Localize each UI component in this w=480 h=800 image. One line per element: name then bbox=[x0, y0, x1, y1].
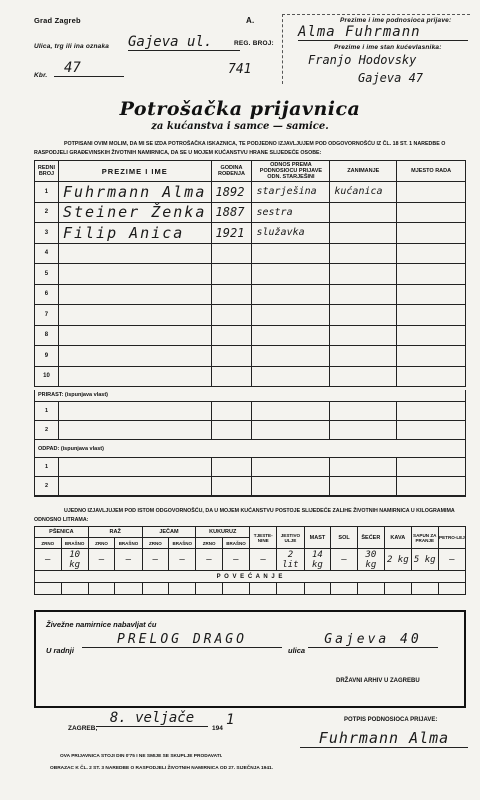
col-relation-header: ODNOS PREMA PODNOSIOCU PRIJAVE ODN. STARJEŠINI bbox=[252, 161, 330, 182]
person-year-cell bbox=[211, 346, 252, 367]
supply-value-cell: — bbox=[196, 549, 223, 571]
single-header: TJESTE-NINE bbox=[250, 527, 277, 549]
person-name-cell bbox=[58, 305, 211, 326]
person-num-cell: 5 bbox=[35, 264, 59, 285]
person-work-cell bbox=[397, 366, 466, 387]
sub-header: BRAŠNO bbox=[61, 538, 88, 549]
supply-value-cell: 10 kg bbox=[61, 549, 88, 571]
supply-value-cell: 30 kg bbox=[357, 549, 384, 571]
footer-note-2: OBRAZAC K ČL. 2 ST. 3 NAREDBE O RASPODJELI ŽIVOTNIH NAMIRNICA OD 27. SIJEČNJA 1941. bbox=[50, 766, 274, 771]
person-occupation-cell bbox=[330, 264, 397, 285]
group-header: JEČAM bbox=[142, 527, 196, 538]
persons-table bbox=[34, 160, 466, 387]
povecanje-label: P O V E Ć A N J E bbox=[35, 571, 466, 583]
odpad-label: ODPAD: (ispunjava vlast) bbox=[38, 446, 104, 452]
person-row bbox=[35, 264, 466, 285]
person-row bbox=[35, 202, 466, 223]
person-relation-cell bbox=[252, 264, 330, 285]
person-year-cell bbox=[211, 366, 252, 387]
supplies-values-row bbox=[35, 549, 466, 571]
sub-header: ZRNO bbox=[196, 538, 223, 549]
person-occupation-cell bbox=[330, 223, 397, 244]
shop-street: Gajeva 40 bbox=[308, 632, 438, 648]
person-row bbox=[35, 366, 466, 387]
odpad-table bbox=[34, 457, 466, 496]
odpad-row bbox=[35, 477, 466, 496]
person-occupation-cell: kućanica bbox=[330, 182, 397, 203]
person-occupation-cell bbox=[330, 325, 397, 346]
person-work-cell bbox=[397, 325, 466, 346]
intro-text: POTPISANI OVIM MOLIM, DA MI SE IZDA POTROŠAČKA ISKAZNICA, TE PODJEDNO IZJAVLJUJEM POD ODGOVORNOŠĆU IZ ČL. 18 ST. 1 NAREDBE O RASPODJELI GRAĐEVINSKIH ŽIVOTNIH NAMIRNICA, DA SE U MOJEM KUĆANSTVU HRANE SLIJEDEĆE OSOBE: bbox=[34, 141, 446, 156]
person-row bbox=[35, 182, 466, 203]
owner-value: Franjo Hodovsky bbox=[308, 53, 417, 67]
person-name-cell bbox=[58, 264, 211, 285]
applicant-label: Prezime i ime podnosioca prijave: bbox=[340, 17, 452, 24]
person-name-cell bbox=[58, 325, 211, 346]
reg-label: REG. BROJ: bbox=[234, 40, 274, 47]
prirast-num: 2 bbox=[35, 421, 59, 440]
person-num-cell: 4 bbox=[35, 243, 59, 264]
person-occupation-cell bbox=[330, 243, 397, 264]
applicant-box-left bbox=[282, 14, 284, 84]
person-relation-cell: starješina bbox=[252, 182, 330, 203]
prirast-label: PRIRAST: (ispunjava vlast) bbox=[38, 392, 108, 398]
person-row bbox=[35, 346, 466, 367]
person-num-cell: 2 bbox=[35, 202, 59, 223]
prirast-num: 1 bbox=[35, 402, 59, 421]
supplies-group-row bbox=[35, 527, 466, 538]
person-name-cell: Steiner Ženka bbox=[58, 202, 211, 223]
supply-label-2: U radnji bbox=[46, 646, 74, 655]
person-year-cell: 1887 bbox=[211, 202, 252, 223]
supply-value-cell: — bbox=[35, 549, 62, 571]
group-header: PŠENICA bbox=[35, 527, 89, 538]
person-row bbox=[35, 305, 466, 326]
supply-value-cell: 5 kg bbox=[411, 549, 438, 571]
person-name-cell: Filip Anica bbox=[58, 223, 211, 244]
street-label: Ulica, trg ili ina oznaka bbox=[34, 43, 110, 50]
person-row bbox=[35, 243, 466, 264]
sub-header: BRAŠNO bbox=[222, 538, 249, 549]
applicant-value: Alma Fuhrmann bbox=[298, 24, 468, 41]
person-work-cell bbox=[397, 284, 466, 305]
person-work-cell bbox=[397, 264, 466, 285]
person-name-cell bbox=[58, 243, 211, 264]
shop-name: PRELOG DRAGO bbox=[82, 632, 282, 648]
sub-header: ZRNO bbox=[88, 538, 115, 549]
supply-value-cell: 14 kg bbox=[304, 549, 331, 571]
applicant-box-top bbox=[282, 14, 470, 16]
person-relation-cell bbox=[252, 284, 330, 305]
person-year-cell: 1892 bbox=[211, 182, 252, 203]
odpad-num: 2 bbox=[35, 477, 59, 496]
person-occupation-cell bbox=[330, 346, 397, 367]
person-row bbox=[35, 325, 466, 346]
odpad-row bbox=[35, 458, 466, 477]
person-relation-cell bbox=[252, 346, 330, 367]
footer-note-1: OVA PRIJAVNICA STOJI DIN 0'75 I NE SMIJE SE SKUPLJE PRODAVATI. bbox=[60, 754, 223, 759]
person-relation-cell bbox=[252, 243, 330, 264]
supply-value-cell: — bbox=[169, 549, 196, 571]
odpad-num: 1 bbox=[35, 458, 59, 477]
sign-label: POTPIS PODNOSIOCA PRIJAVE: bbox=[344, 717, 438, 723]
supply-value-cell: — bbox=[331, 549, 357, 571]
person-year-cell bbox=[211, 284, 252, 305]
col-num-header: REDNI BROJ bbox=[35, 161, 59, 182]
person-num-cell: 9 bbox=[35, 346, 59, 367]
supply-box bbox=[34, 610, 466, 708]
sub-header: BRAŠNO bbox=[169, 538, 196, 549]
house-label: Kbr. bbox=[34, 72, 48, 79]
single-header: KAVA bbox=[384, 527, 411, 549]
supplies-table bbox=[34, 526, 466, 595]
persons-header-row bbox=[35, 161, 466, 182]
single-header: SAPUN ZA PRANJE bbox=[411, 527, 438, 549]
supply-value-cell: — bbox=[142, 549, 169, 571]
person-relation-cell: služavka bbox=[252, 223, 330, 244]
street-value: Gajeva ul. bbox=[128, 34, 240, 51]
person-num-cell: 6 bbox=[35, 284, 59, 305]
person-num-cell: 10 bbox=[35, 366, 59, 387]
single-header: JESTIVO ULJE bbox=[277, 527, 304, 549]
person-year-cell bbox=[211, 243, 252, 264]
col-name-header: PREZIME I IME bbox=[58, 161, 211, 182]
col-occupation-header: ZANIMANJE bbox=[330, 161, 397, 182]
sub-header: BRAŠNO bbox=[115, 538, 142, 549]
person-occupation-cell bbox=[330, 305, 397, 326]
person-work-cell bbox=[397, 346, 466, 367]
col-year-header: GODINA ROĐENJA bbox=[211, 161, 252, 182]
prirast-row bbox=[35, 402, 466, 421]
archive-stamp: DRŽAVNI ARHIV U ZAGREBU bbox=[336, 678, 420, 684]
prirast-table bbox=[34, 401, 466, 440]
single-header: MAST bbox=[304, 527, 331, 549]
single-header: ŠEĆER bbox=[357, 527, 384, 549]
person-name-cell bbox=[58, 346, 211, 367]
footer-date: 8. veljače bbox=[96, 710, 208, 727]
person-num-cell: 3 bbox=[35, 223, 59, 244]
prirast-row bbox=[35, 421, 466, 440]
person-year-cell bbox=[211, 325, 252, 346]
page-title: Potrošačka prijavnica bbox=[119, 98, 361, 120]
person-year-cell: 1921 bbox=[211, 223, 252, 244]
owner-address: Gajeva 47 bbox=[358, 71, 424, 85]
signature: Fuhrmann Alma bbox=[300, 729, 468, 748]
person-work-cell bbox=[397, 305, 466, 326]
person-num-cell: 7 bbox=[35, 305, 59, 326]
footer-year-suffix: 1 bbox=[226, 712, 235, 728]
supply-value-cell: — bbox=[222, 549, 249, 571]
person-relation-cell bbox=[252, 305, 330, 326]
supply-value-cell: 2 kg bbox=[384, 549, 411, 571]
person-work-cell bbox=[397, 202, 466, 223]
supply-label-1: Živežne namirnice nabavljat ću bbox=[46, 620, 157, 629]
person-year-cell bbox=[211, 264, 252, 285]
col-work-header: MJESTO RADA bbox=[397, 161, 466, 182]
person-occupation-cell bbox=[330, 202, 397, 223]
single-header: SOL bbox=[331, 527, 357, 549]
povecanje-empty-row bbox=[35, 583, 466, 595]
person-year-cell bbox=[211, 305, 252, 326]
group-header: RAŽ bbox=[88, 527, 142, 538]
sub-header: ZRNO bbox=[35, 538, 62, 549]
person-row bbox=[35, 223, 466, 244]
person-name-cell bbox=[58, 366, 211, 387]
person-num-cell: 8 bbox=[35, 325, 59, 346]
statement-text: UJEDNO IZJAVLJUJEM POD ISTOM ODGOVORNOŠĆU, DA U MOJEM KUĆANSTVU POSTOJE SLIJEDEĆE ZALIHE ŽIVOTNIH NAMIRNICA U KILOGRAMIMA ODNOSNO LITRAMA: bbox=[34, 508, 455, 523]
person-name-cell bbox=[58, 284, 211, 305]
group-header: KUKURUZ bbox=[196, 527, 250, 538]
person-work-cell bbox=[397, 182, 466, 203]
sub-header: ZRNO bbox=[142, 538, 169, 549]
person-work-cell bbox=[397, 223, 466, 244]
footer-place: ZAGREB, bbox=[68, 725, 98, 732]
supply-value-cell: — bbox=[115, 549, 142, 571]
povecanje-row bbox=[35, 571, 466, 583]
person-relation-cell bbox=[252, 325, 330, 346]
letter-a: A. bbox=[246, 16, 255, 25]
person-occupation-cell bbox=[330, 284, 397, 305]
person-work-cell bbox=[397, 243, 466, 264]
supply-value-cell: — bbox=[250, 549, 277, 571]
person-occupation-cell bbox=[330, 366, 397, 387]
person-relation-cell bbox=[252, 366, 330, 387]
person-num-cell: 1 bbox=[35, 182, 59, 203]
reg-value: 741 bbox=[228, 62, 252, 77]
supply-value-cell: — bbox=[438, 549, 465, 571]
single-header: PETRO-LEJ bbox=[438, 527, 465, 549]
house-value: 47 bbox=[54, 60, 124, 77]
page-subtitle: za kućanstva i samce — samice. bbox=[151, 121, 329, 132]
person-name-cell: Fuhrmann Alma bbox=[58, 182, 211, 203]
city-label: Grad Zagreb bbox=[34, 16, 81, 25]
owner-label: Prezime i ime stan kućevlasnika: bbox=[334, 44, 442, 51]
footer-year-prefix: 194 bbox=[212, 725, 223, 732]
supply-value-cell: 2 lit bbox=[277, 549, 304, 571]
supply-street-label: ulica bbox=[288, 646, 306, 655]
person-row bbox=[35, 284, 466, 305]
person-relation-cell: sestra bbox=[252, 202, 330, 223]
supply-value-cell: — bbox=[88, 549, 115, 571]
